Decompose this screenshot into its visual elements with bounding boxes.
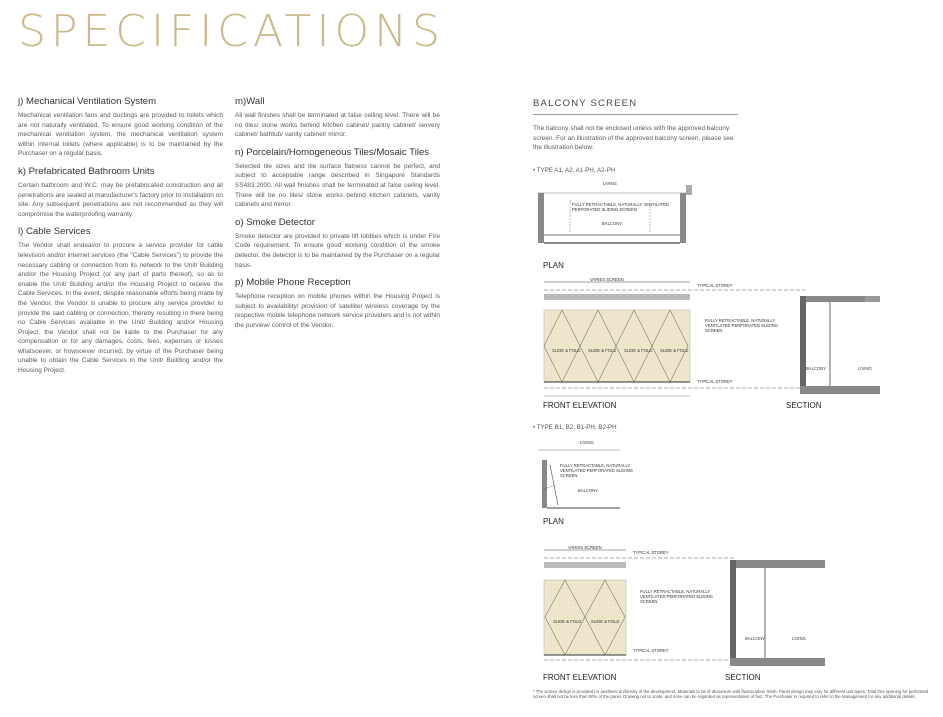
type-a-elev-screen-label: FULLY RETRACTABLE, NATURALLY VENTILATED PERFORATED SLIDING SCREEN xyxy=(705,318,778,333)
type-b-panel-2: SLIDE & FOLD xyxy=(591,619,620,624)
section-heading: m)Wall xyxy=(235,96,265,107)
type-b-elev-screen-label: FULLY RETRACTABLE, NATURALLY VENTILATED PERFORATED SLIDING SCREEN xyxy=(640,589,713,604)
type-a-section-drawing xyxy=(800,296,880,394)
type-a-elevation-title: FRONT ELEVATION xyxy=(543,401,617,410)
type-a-plan-balcony: BALCONY xyxy=(602,221,623,226)
section-body: The Vendor shall endeavor to procure a service provider for cable television and/or internet services (the "Cable Services") to provide the necessary cabling or connection from its network to the Unit/ Building and/or the Housing Project (or any part of parts thereof), so as to enable the Unit/ Building and/or the Housing Project to receive the Cable Services. In the event, despite reasonable efforts being made by the Vendor, the Vendor is unable to procure any service provider to provide the said cabling or connection, thereby resulting in there being no Cable Services available in the Unit/ Building and/or Housing Project, the Vendor shall not be liable to the Purchaser for any compensation or for any damages, costs, fees, expenses or losses whatsoever, or howsoever incurred, by virtue of the Purchaser being unable to obtain the Cable Services in the Unit/ Building and/or the Housing Project. xyxy=(18,242,223,375)
type-a-plan-screen-label: FULLY RETRACTABLE, NATURALLY VENTILATED PERFORATED SLIDING SCREEN xyxy=(572,202,669,212)
section-mechanical-ventilation xyxy=(18,96,223,159)
type-b-section-drawing xyxy=(730,560,825,666)
type-a-panel-1: SLIDE & FOLD xyxy=(552,348,581,353)
section-wall xyxy=(235,96,440,140)
section-body: Smoke detector are provided to private lift lobbies which is under Fire Code requirement. To ensure good working condition of the smoke detector, the detector is to be maintained by the Purchaser on a regular basis. xyxy=(235,232,440,269)
title-divider xyxy=(533,114,738,115)
section-heading: j) Mechanical Ventilation System xyxy=(18,96,157,107)
balcony-screen-intro: The balcony shall not be enclosed unless with the approved balcony screen. For an illustration of the approved balcony screen, please see the illustration below: xyxy=(533,125,734,152)
type-a-section-title: SECTION xyxy=(786,401,822,410)
type-a-storey-top: TYPICAL STOREY xyxy=(697,283,733,288)
type-b-varies-screen: VARIES SCREEN xyxy=(568,545,602,550)
section-mobile-reception xyxy=(235,277,440,330)
page-title: SPECIFICATIONS xyxy=(18,6,445,57)
section-prefabricated-bathroom xyxy=(18,166,223,219)
specs-column-middle xyxy=(235,96,440,338)
type-b-plan-balcony: BALCONY xyxy=(578,488,599,493)
section-cable-services xyxy=(18,226,223,375)
type-b-plan-living: LIVING xyxy=(580,440,594,445)
section-tiles xyxy=(235,147,440,210)
type-a-elevation-drawing xyxy=(544,282,805,396)
section-body: Selected tile sizes and tile surface flatness cannot be perfect, and subject to acceptable range described in Singapore Standards SS483:2000. All wall finishes shall be terminated at false ceiling level. There will be no tiles/ stone works behind kitchen cabinets, vanity cabinets and mirror. xyxy=(235,162,440,209)
type-b-section-title: SECTION xyxy=(725,673,761,682)
type-b-elevation-title: FRONT ELEVATION xyxy=(543,673,617,682)
type-a-panel-3: SLIDE & FOLD xyxy=(624,348,653,353)
type-a-label: • TYPE A1, A2, A1-PH, A2-PH xyxy=(533,167,616,174)
section-body: Mechanical ventilation fans and ductings are provided to toilets which are not naturally ventilated. To ensure good working condition of the mechanical ventilation system, the mechanical ventilation system within internal toilets (where applicable) is to be maintained by the Purchaser on a regular basis. xyxy=(18,112,223,158)
type-b-plan-title: PLAN xyxy=(543,517,564,526)
section-body: Telephone reception on mobile phones within the Housing Project is subject to availability/ provision of satellite/ wireless coverage by the respective mobile telephone network service providers and is not within the purview/ control of the Vendor. xyxy=(235,293,440,329)
section-heading: o) Smoke Detector xyxy=(235,216,315,228)
footnote: * The screen design is provided for aesthetic uniformity of the development. Materials to be of aluminium with fluorocarbon finish. Panel design may vary for different unit types. Total free opening for perforated screen shall not be less than 50% of the panel. Drawing not to scale, and none can be regarded as representation of fact. The Purchaser is required to refer to the Management for any additional details. xyxy=(533,689,929,700)
section-smoke-detector xyxy=(235,217,440,270)
type-a-panel-4: SLIDE & FOLD xyxy=(660,348,689,353)
type-b-storey-top: TYPICAL STOREY xyxy=(633,550,669,555)
type-b-plan-screen-label: FULLY RETRACTABLE, NATURALLY VENTILATED PERFORATED SLIDING SCREEN xyxy=(560,463,633,478)
section-heading: l) Cable Services xyxy=(18,226,91,238)
section-body: Certain bathroom and W.C. may be prefabricated construction and all penetrations are sealed at manufacturer's factory prior to installation on site. Any subsequent penetrations are not recommended as they will compromise the waterproofing warranty. xyxy=(18,181,223,218)
type-a-section-balcony: BALCONY xyxy=(806,366,827,371)
type-b-label: • TYPE B1, B2, B1-PH, B2-PH xyxy=(533,424,617,431)
section-heading: p) Mobile Phone Reception xyxy=(235,277,351,289)
type-a-panel-2: SLIDE & FOLD xyxy=(588,348,617,353)
type-b-storey-bottom: TYPICAL STOREY xyxy=(633,648,669,653)
type-b-panel-1: SLIDE & FOLD xyxy=(553,619,582,624)
type-b-section-balcony: BALCONY xyxy=(745,636,766,641)
specs-column-left xyxy=(18,96,223,383)
type-b-elevation-drawing xyxy=(544,550,735,660)
balcony-screen-title: BALCONY SCREEN xyxy=(533,98,638,109)
type-a-storey-bottom: TYPICAL STOREY xyxy=(697,379,733,384)
type-a-section-living: LIVING xyxy=(858,366,872,371)
type-a-plan-title: PLAN xyxy=(543,261,564,270)
type-a-plan-drawing xyxy=(538,185,692,243)
section-body: All wall finishes shall be terminated at false ceiling level. There will be no tiles/ stone works behind kitchen cabinet/ pantry cabinet/ servery cabinet/ bathtub/ vanity cabinet/ mirror. xyxy=(235,112,440,139)
type-b-section-living: LIVING xyxy=(792,636,806,641)
type-a-varies-screen: VARIES SCREEN xyxy=(590,277,624,282)
section-heading: k) Prefabricated Bathroom Units xyxy=(18,165,155,177)
type-a-plan-living: LIVING xyxy=(603,181,617,186)
section-heading: n) Porcelain/Homogeneous Tiles/Mosaic Tiles xyxy=(235,146,430,158)
type-b-plan-drawing xyxy=(538,450,620,508)
